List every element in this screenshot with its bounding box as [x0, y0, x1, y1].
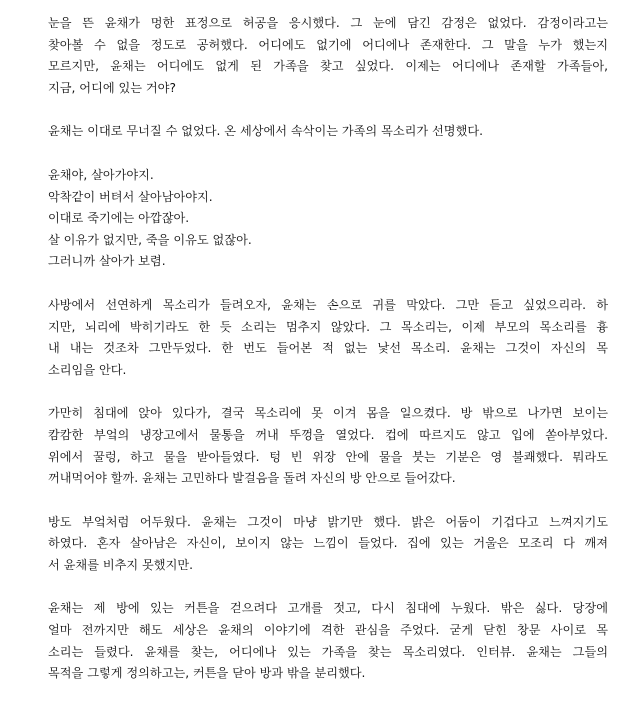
- paragraph: [48, 598, 608, 684]
- paragraph: [48, 512, 608, 577]
- text-line: 소리는 들렸다. 윤채를 찾는, 어디에나 있는 가족을 찾는 목소리였다. 인터뷰. 윤채는 그들의: [48, 644, 608, 659]
- text-line: 모르지만, 윤채는 어디에도 없게 된 가족을 찾고 싶었다. 이제는 어디에나 존재할 가족들아,: [48, 59, 608, 74]
- text-line: 이대로 죽기에는 아깝잖아.: [48, 211, 190, 226]
- text-line: 서 윤채를 비추지 못했지만.: [48, 557, 194, 572]
- text-line: 지만, 뇌리에 박히기라도 한 듯 소리는 멈추지 않았다. 그 목소리는, 이제 부모의 목소리를 흉: [48, 319, 608, 334]
- text-line: 눈을 뜬 윤채가 멍한 표정으로 허공을 응시했다. 그 눈에 담긴 감정은 없었다. 감정이라고는: [48, 16, 608, 30]
- paragraph: [48, 403, 608, 489]
- text-line: 얼마 전까지만 해도 세상은 윤채의 이야기에 격한 관심을 주었다. 굳게 닫힌 창문 사이로 목: [48, 623, 608, 638]
- text-line: 윤채는 이대로 무너질 수 없었다. 온 세상에서 속삭이는 가족의 목소리가 선명했다.: [48, 124, 484, 139]
- text-line: 윤채야, 살아가야지.: [48, 167, 154, 182]
- text-line: 찾아볼 수 없을 정도로 공허했다. 어디에도 없기에 어디에나 존재한다. 그 말을 누가 했는지: [48, 37, 608, 52]
- text-line: 소리임을 안다.: [48, 362, 127, 377]
- paragraph: [48, 165, 608, 273]
- text-line: 사방에서 선연하게 목소리가 들려오자, 윤채는 손으로 귀를 막았다. 그만 듣고 싶었으리라. 하: [48, 297, 608, 312]
- text-line: 위에서 꿀렁, 하고 물을 받아들였다. 텅 빈 위장 안에 물을 붓는 기분은 영 불쾌했다. 뭐라도: [48, 449, 608, 464]
- text-line: 그러니까 살아가 보렴.: [48, 254, 166, 269]
- paragraph: [48, 13, 608, 99]
- text-line: 윤채는 제 방에 있는 커튼을 걷으려다 고개를 젓고, 다시 침대에 누웠다. 밖은 싫다. 당장에: [48, 601, 608, 616]
- text-line: 내 내는 것조차 그만두었다. 한 번도 들어본 적 없는 낯선 목소리. 윤채는 그것이 자신의 목: [48, 341, 608, 356]
- text-line: 지금, 어디에 있는 거야?: [48, 80, 176, 95]
- text-line: 꺼내먹어야 할까. 윤채는 고민하다 발걸음을 돌려 자신의 방 안으로 들어갔다.: [48, 471, 456, 486]
- text-line: 가만히 침대에 앉아 있다가, 결국 목소리에 못 이겨 몸을 일으켰다. 방 밖으로 나가면 보이는: [48, 406, 608, 421]
- document-body: [48, 13, 608, 707]
- text-line: 하였다. 혼자 살아남은 자신이, 보이지 않는 느낌이 들었다. 집에 있는 거울은 모조리 다 깨져: [48, 536, 608, 551]
- paragraph: [48, 121, 608, 143]
- paragraph: [48, 295, 608, 381]
- text-line: 방도 부엌처럼 어두웠다. 윤채는 그것이 마냥 밝기만 했다. 밝은 어둠이 기겁다고 느껴지기도: [48, 514, 608, 529]
- text-line: 캄캄한 부엌의 냉장고에서 물통을 꺼내 뚜껑을 열었다. 컵에 따르지도 않고 입에 쏟아부었다.: [48, 427, 608, 442]
- text-line: 목적을 그렇게 정의하고는, 커튼을 닫아 방과 밖을 분리했다.: [48, 666, 366, 681]
- text-line: 악착같이 버텨서 살아남아야지.: [48, 189, 213, 204]
- text-line: 살 이유가 없지만, 죽을 이유도 없잖아.: [48, 232, 252, 247]
